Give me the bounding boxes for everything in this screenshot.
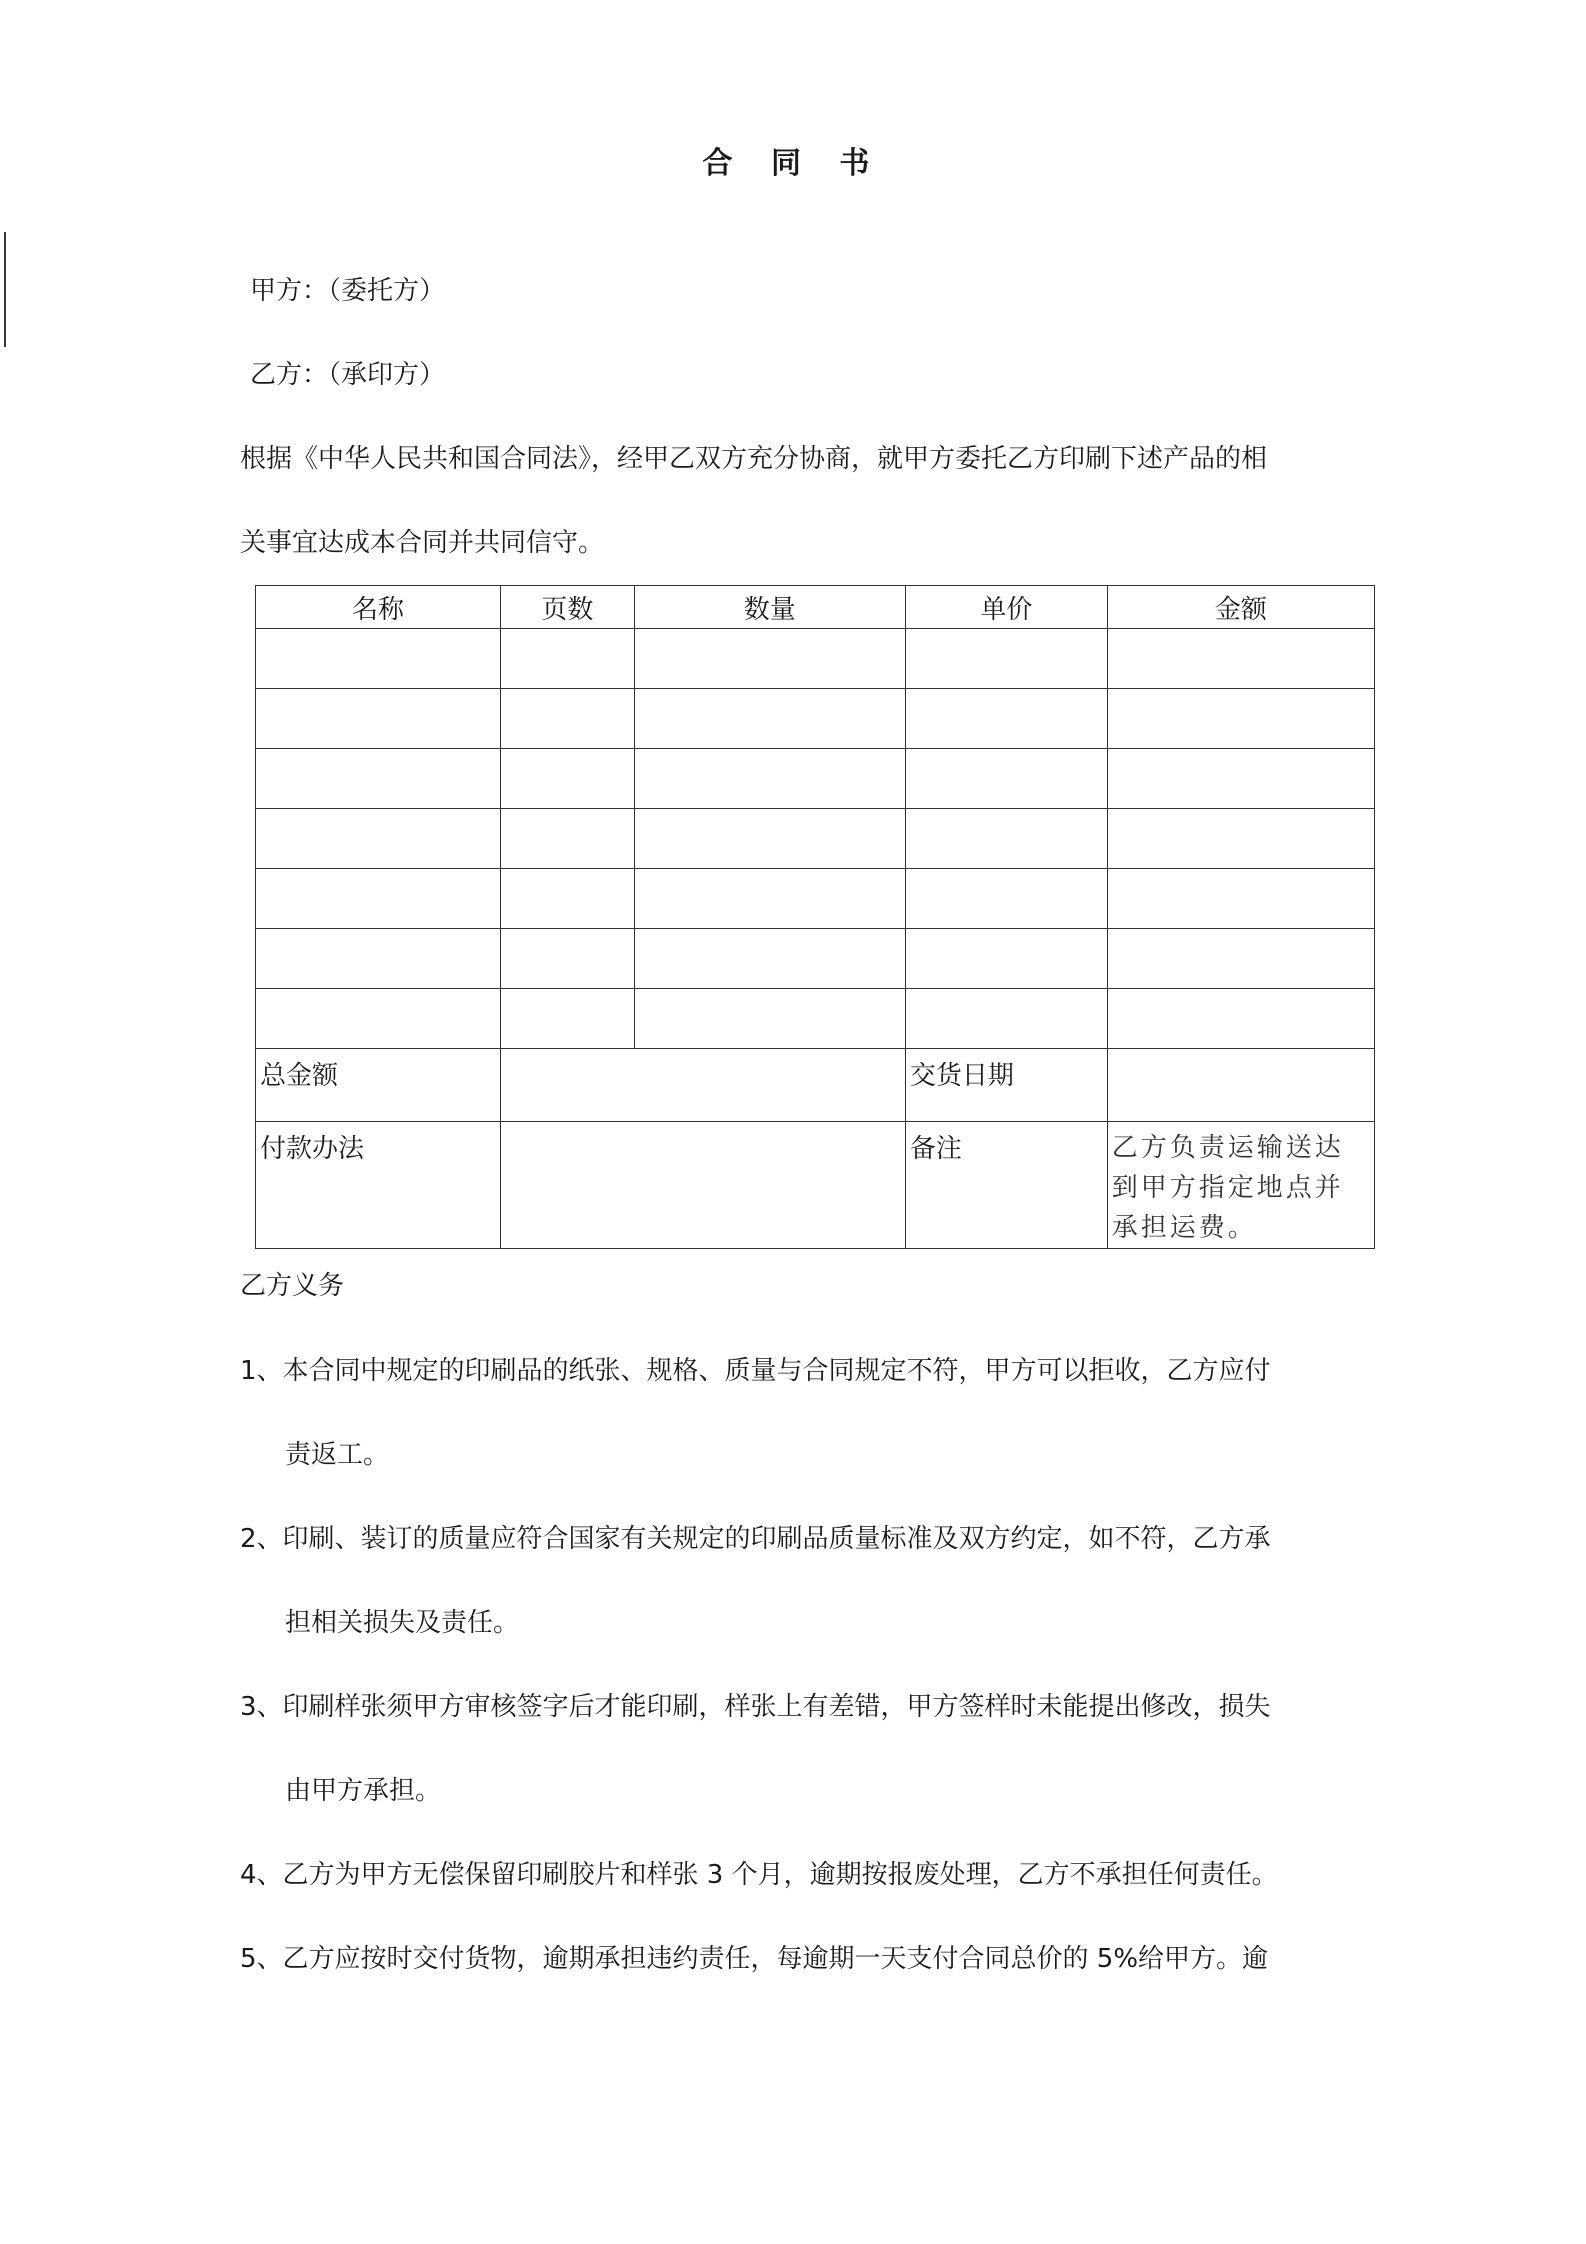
table-cell[interactable] [256, 869, 501, 929]
clause-2-line-1: 2、印刷、装订的质量应符合国家有关规定的印刷品质量标准及双方约定，如不符，乙方承 [240, 1524, 1271, 1554]
party-b-label: 乙方：（承印方） [250, 360, 446, 390]
table-cell[interactable] [1107, 689, 1374, 749]
total-amount-value[interactable] [501, 1049, 906, 1122]
table-cell[interactable] [905, 989, 1107, 1049]
table-cell[interactable] [256, 749, 501, 809]
table-cell[interactable] [905, 809, 1107, 869]
table-cell[interactable] [905, 929, 1107, 989]
text-cursor [4, 232, 6, 347]
clause-3-line-2: 由甲方承担。 [285, 1776, 442, 1806]
table-cell[interactable] [1107, 869, 1374, 929]
table-cell[interactable] [501, 929, 635, 989]
header-quantity: 数量 [634, 586, 905, 629]
header-name: 名称 [256, 586, 501, 629]
order-table [255, 585, 1375, 1249]
table-cell[interactable] [1107, 749, 1374, 809]
clause-4-line-1: 4、乙方为甲方无偿保留印刷胶片和样张 3 个月，逾期按报废处理，乙方不承担任何责任。 [240, 1860, 1278, 1890]
header-amount: 金额 [1107, 586, 1374, 629]
table-cell[interactable] [1107, 629, 1374, 689]
table-cell[interactable] [905, 749, 1107, 809]
delivery-date-value[interactable] [1107, 1049, 1374, 1122]
header-unit-price: 单价 [905, 586, 1107, 629]
table-cell[interactable] [501, 629, 635, 689]
table-cell[interactable] [1107, 989, 1374, 1049]
table-row [256, 989, 1375, 1049]
clause-1-line-2: 责返工。 [285, 1440, 390, 1470]
table-cell[interactable] [905, 629, 1107, 689]
table-cell[interactable] [256, 989, 501, 1049]
intro-line-2: 关事宜达成本合同并共同信守。 [240, 528, 605, 558]
clause-3-line-1: 3、印刷样张须甲方审核签字后才能印刷，样张上有差错，甲方签样时未能提出修改，损失 [240, 1692, 1271, 1722]
table-cell[interactable] [634, 689, 905, 749]
intro-line-1: 根据《中华人民共和国合同法》，经甲乙双方充分协商，就甲方委托乙方印刷下述产品的相 [240, 444, 1268, 474]
table-cell[interactable] [1107, 929, 1374, 989]
table-cell[interactable] [256, 929, 501, 989]
table-cell[interactable] [1107, 809, 1374, 869]
payment-method-label: 付款办法 [256, 1122, 501, 1249]
table-cell[interactable] [501, 869, 635, 929]
party-a-label: 甲方：（委托方） [250, 276, 446, 306]
table-row [256, 749, 1375, 809]
table-row [256, 629, 1375, 689]
table-cell[interactable] [634, 749, 905, 809]
remark-value: 乙方负责运输送达到甲方指定地点并承担运费。 [1107, 1122, 1374, 1249]
table-cell[interactable] [634, 809, 905, 869]
table-cell[interactable] [634, 629, 905, 689]
table-cell[interactable] [634, 869, 905, 929]
payment-method-value[interactable] [501, 1122, 906, 1249]
total-row [256, 1049, 1375, 1122]
table-cell[interactable] [501, 689, 635, 749]
section-title: 乙方义务 [240, 1271, 345, 1301]
table-cell[interactable] [634, 929, 905, 989]
document-title: 合 同 书 [702, 146, 884, 181]
payment-row [256, 1122, 1375, 1249]
table-cell[interactable] [634, 989, 905, 1049]
clause-5-line-1: 5、乙方应按时交付货物，逾期承担违约责任，每逾期一天支付合同总价的 5%给甲方。逾 [240, 1944, 1269, 1974]
delivery-date-label: 交货日期 [905, 1049, 1107, 1122]
table-cell[interactable] [905, 689, 1107, 749]
clause-2-line-2: 担相关损失及责任。 [285, 1608, 520, 1638]
clause-1-line-1: 1、本合同中规定的印刷品的纸张、规格、质量与合同规定不符，甲方可以拒收，乙方应付 [240, 1356, 1271, 1386]
table-cell[interactable] [256, 629, 501, 689]
table-cell[interactable] [905, 869, 1107, 929]
table-row [256, 689, 1375, 749]
table-cell[interactable] [501, 809, 635, 869]
table-row [256, 929, 1375, 989]
table-cell[interactable] [501, 989, 635, 1049]
table-header-row [256, 586, 1375, 629]
table-row [256, 809, 1375, 869]
table-cell[interactable] [501, 749, 635, 809]
remark-label: 备注 [905, 1122, 1107, 1249]
table-row [256, 869, 1375, 929]
table-cell[interactable] [256, 689, 501, 749]
total-amount-label: 总金额 [256, 1049, 501, 1122]
header-pages: 页数 [501, 586, 635, 629]
table-cell[interactable] [256, 809, 501, 869]
